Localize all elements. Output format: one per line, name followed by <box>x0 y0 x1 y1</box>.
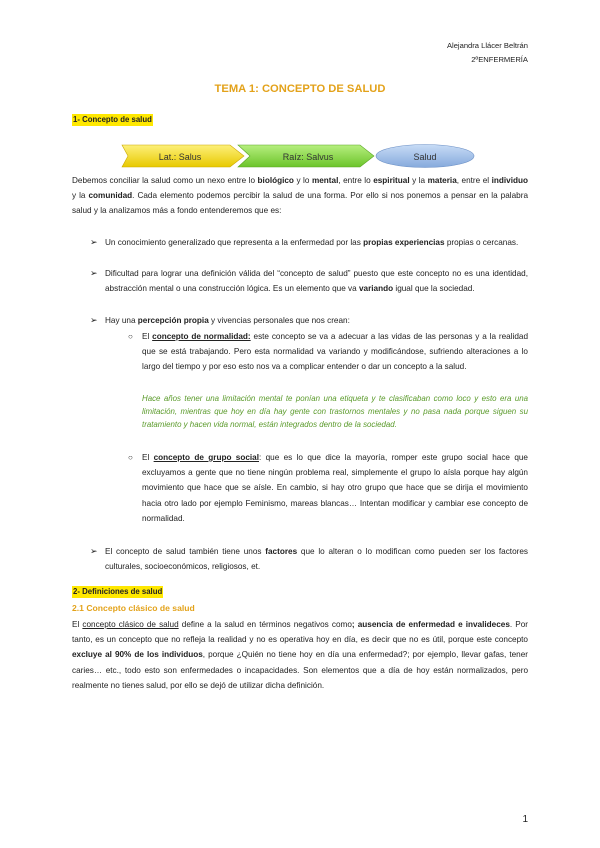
etymology-diagram <box>120 141 500 171</box>
arrow-bullet-icon: ➢ <box>90 268 98 278</box>
author-name: Alejandra Llácer Beltrán <box>446 41 528 50</box>
circle-bullet-icon: ○ <box>128 453 133 462</box>
course-label: 2ºENFERMERÍA <box>471 55 528 64</box>
subsection-heading: 2.1 Concepto clásico de salud <box>72 603 195 613</box>
salud-label: Salud <box>413 152 437 162</box>
raiz-salvus-label: Raíz: Salvus <box>282 152 334 162</box>
sub-bullet-item: El concepto de grupo social: que es lo que dice la mayoría, romper este grupo social hace que excluyamos a gente que no tiene ningún problema real, simplemente el grupo lo aísla porque hay algún movimiento que hace que se aísle. En cambio, si hay otro grupo que hace que se dirija el movimiento hacia otro lado por ejemplo Feminismo, mareas blancas… Intentan modificar y cambiar ese concepto de normalidad. <box>142 453 528 523</box>
arrow-bullet-icon: ➢ <box>90 546 98 556</box>
bullet-item: Dificultad para lograr una definición válida del “concepto de salud” puesto que este concepto no es una identidad, abstracción mental o una construcción lógica. Es un elemento que va variando igual que la sociedad. <box>105 269 528 294</box>
intro-paragraph: Debemos conciliar la salud como un nexo entre lo biológico y lo mental, entre lo espiritual y la materia, entre el individuo y la comunidad. Cada elemento podemos percibir la salud de una forma. Por ello si nos ponemos a pensar en la palabra salud y la analizamos más a fondo entenderemos que es: <box>72 176 529 216</box>
section-heading: 2- Definiciones de salud <box>73 587 163 596</box>
page-title: TEMA 1: CONCEPTO DE SALUD <box>214 83 386 95</box>
bullet-item: El concepto de salud también tiene unos factores que lo alteran o lo modifican como pueden ser los factores culturales, socioeconómicos, religiosos, et. <box>105 547 528 572</box>
section-heading: 1- Concepto de salud <box>73 115 152 124</box>
arrow-bullet-icon: ➢ <box>90 315 98 325</box>
bullet-item: Un conocimiento generalizado que representa a la enfermedad por las propias experiencias propias o cercanas. <box>105 238 519 247</box>
classic-concept-paragraph: El concepto clásico de salud define a la salud en términos negativos como; ausencia de enfermedad e invalideces. Por tanto, es un concepto que no refleja la realidad y no es operativa hoy en día, es decir que no es útil, porque este concepto excluye al 90% de los individuos, porque ¿Quién no tiene hoy en día una enfermedad?; por ejemplo, llevar gafas, tener caries… etc., todo esto son enfermedades o incapacidades. Son elementos que a día de hoy están normalizados, pero realmente no tienes salud, por ello se dejó de utilizar dicha definición. <box>72 620 529 690</box>
page-number: 1 <box>522 814 528 825</box>
lat-salus-label: Lat.: Salus <box>158 152 202 162</box>
example-note: Hace años tener una limitación mental te ponían una etiqueta y te clasificaban como loco y esto era una limitación, mientras que hoy en día hay gente con trastornos mentales y no pasa nada porque siguen su tratamiento y hacen vida normal, están integrados dentro de la sociedad. <box>142 394 528 429</box>
sub-bullet-item: El concepto de normalidad: este concepto se va a adecuar a las vidas de las personas y a la realidad que se está trabajando. Pero esta normalidad va variando y modificándose, sufriendo alteraciones a lo largo del tiempo y por eso esto nos va a complicar entender o dar un concepto a la salud. <box>142 332 528 372</box>
arrow-bullet-icon: ➢ <box>90 237 98 247</box>
circle-bullet-icon: ○ <box>128 332 133 341</box>
bullet-item: Hay una percepción propia y vivencias personales que nos crean: <box>105 316 350 325</box>
